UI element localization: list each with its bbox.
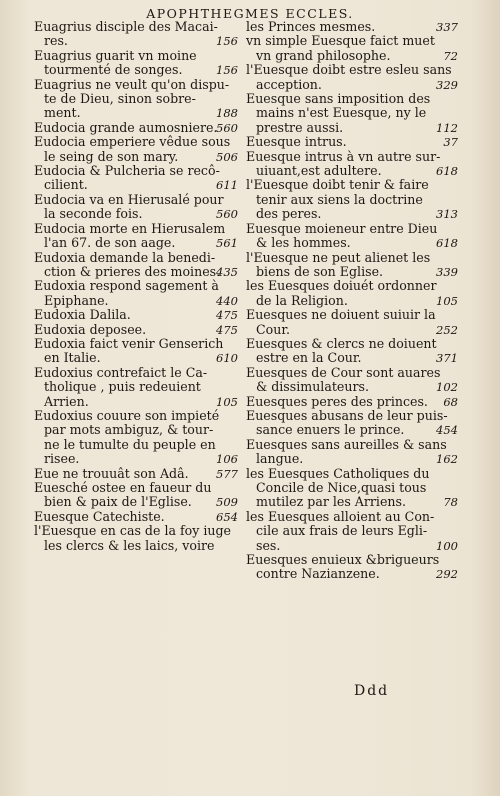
entry-line: prestre aussi. 112 xyxy=(256,119,458,135)
page-number: 252 xyxy=(436,322,458,337)
page-number: 313 xyxy=(436,207,458,222)
index-entry xyxy=(34,337,238,366)
index-entry xyxy=(34,49,238,78)
index-entry xyxy=(34,323,238,337)
entry-line: Eudocia & Pulcheria se recô- xyxy=(34,163,220,179)
page-number: 454 xyxy=(436,423,458,438)
running-header: APOPHTHEGMES ECCLES. xyxy=(146,6,354,21)
page-number: 329 xyxy=(436,77,458,92)
index-entry xyxy=(34,510,238,524)
entry-line: Euesque moieneur entre Dieu xyxy=(246,220,438,236)
page-number: 337 xyxy=(436,20,458,34)
entry-line: la seconde fois. 560 xyxy=(44,206,238,222)
entry-line: Arrien. 105 xyxy=(44,393,238,409)
entry-line: bien & paix de l'Eglise. 509 xyxy=(44,494,238,510)
page-number: 106 xyxy=(216,452,238,467)
entry-line: Euesques sans aureilles & sans xyxy=(246,436,447,452)
entry-line: des peres. 313 xyxy=(256,206,458,222)
page-number: 618 xyxy=(436,164,458,179)
entry-line: acception. 329 xyxy=(256,76,458,92)
index-entry xyxy=(34,308,238,322)
index-entry xyxy=(246,395,458,409)
index-entry xyxy=(246,553,458,582)
entry-line: l'Euesque doibt tenir & faire xyxy=(246,177,429,193)
entry-line: l'Euesque doibt estre esleu sans xyxy=(246,62,452,78)
entry-line: Eudoxia Dalila. 475 xyxy=(34,307,238,323)
entry-line: & les hommes. 618 xyxy=(256,235,458,251)
entry-line: tenir aux siens la doctrine xyxy=(256,191,423,207)
entry-line: Eudoxia faict venir Genserich xyxy=(34,335,224,351)
index-entry xyxy=(34,481,238,510)
index-entry xyxy=(34,164,238,193)
page-number: 156 xyxy=(216,34,238,49)
entry-line: cile aux frais de leurs Egli- xyxy=(256,523,428,539)
page-number: 78 xyxy=(443,495,458,510)
entry-line: Euesque intrus à vn autre sur- xyxy=(246,148,441,164)
index-entry xyxy=(246,279,458,308)
page-number: 72 xyxy=(443,48,458,63)
entry-line: vn simple Euesque faict muet xyxy=(246,33,435,49)
entry-line: le seing de son mary. 506 xyxy=(44,148,238,164)
entry-line: Euesques enuieux &brigueurs xyxy=(246,552,440,568)
page-number: 156 xyxy=(216,63,238,78)
entry-line: Eudoxius couure son impieté xyxy=(34,407,220,423)
page-number: 102 xyxy=(436,380,458,395)
entry-line: Eue ne trouuât son Adâ. 577 xyxy=(34,465,238,481)
page-number: 112 xyxy=(436,120,458,135)
entry-line: Euesque intrus. 37 xyxy=(246,134,458,150)
entry-line: risee. 106 xyxy=(44,451,238,467)
index-entry xyxy=(34,78,238,121)
index-entry xyxy=(246,34,458,63)
page-number: 509 xyxy=(216,495,238,510)
index-entry xyxy=(34,409,238,467)
page-number: 561 xyxy=(216,236,238,251)
entry-line: Euesques abusans de leur puis- xyxy=(246,407,448,423)
page-number: 162 xyxy=(436,452,458,467)
index-entry xyxy=(246,409,458,438)
index-column-left xyxy=(34,20,238,553)
index-entry xyxy=(34,251,238,280)
entry-line: contre Nazianzene. 292 xyxy=(256,566,458,582)
entry-line: Euagrius ne veult qu'on dispu- xyxy=(34,76,230,92)
entry-line: l'an 67. de son aage. 561 xyxy=(44,235,238,251)
index-entry xyxy=(246,467,458,510)
page-number: 68 xyxy=(443,394,458,409)
page-number: 105 xyxy=(436,293,458,308)
entry-line: Eudocia morte en Hierusalem xyxy=(34,220,226,236)
page-number: 611 xyxy=(216,178,238,193)
entry-line: Eudocia grande aumosniere. 560 xyxy=(34,119,238,135)
entry-line: tholique , puis redeuient xyxy=(44,379,201,395)
index-entry xyxy=(246,510,458,553)
entry-line: Eudocia va en Hierusalé pour xyxy=(34,191,224,207)
entry-line: les clercs & les laics, voire xyxy=(44,537,215,553)
entry-line: Eudocia emperiere vêdue sous xyxy=(34,134,231,150)
index-entry xyxy=(34,366,238,409)
page-number: 506 xyxy=(216,149,238,164)
index-entry xyxy=(246,366,458,395)
index-entry xyxy=(246,20,458,34)
index-entry xyxy=(246,150,458,179)
index-entry xyxy=(246,178,458,221)
page-number: 577 xyxy=(216,466,238,481)
page-number: 105 xyxy=(216,394,238,409)
page-number: 371 xyxy=(436,351,458,366)
entry-line: les Euesques Catholiques du xyxy=(246,465,430,481)
entry-line: Euesques ne doiuent suiuir la xyxy=(246,307,436,323)
page-number: 440 xyxy=(216,293,238,308)
entry-line: langue. 162 xyxy=(256,451,458,467)
entry-line: Epiphane. 440 xyxy=(44,292,238,308)
index-entry xyxy=(246,308,458,337)
entry-line: tourmenté de songes. 156 xyxy=(44,62,238,78)
index-entry xyxy=(34,467,238,481)
page-number: 618 xyxy=(436,236,458,251)
index-entry xyxy=(34,524,238,553)
entry-line: Euagrius guarit vn moine xyxy=(34,47,197,63)
index-entry xyxy=(246,251,458,280)
page-number: 475 xyxy=(216,322,238,337)
index-entry xyxy=(246,438,458,467)
index-entry xyxy=(246,63,458,92)
entry-line: Eudoxia deposee. 475 xyxy=(34,321,238,337)
entry-line: biens de son Eglise. 339 xyxy=(256,263,458,279)
page-number: 654 xyxy=(216,509,238,524)
entry-line: mains n'est Euesque, ny le xyxy=(256,105,427,121)
index-entry xyxy=(34,222,238,251)
page-number: 560 xyxy=(216,207,238,222)
index-entry xyxy=(246,222,458,251)
entry-line: l'Euesque en cas de la foy iuge xyxy=(34,523,232,539)
entry-line: Euesques de Cour sont auares xyxy=(246,364,441,380)
page-number: 560 xyxy=(216,120,238,135)
entry-line: Cour. 252 xyxy=(256,321,458,337)
entry-line: Eudoxia respond sagement à xyxy=(34,278,219,294)
index-entry xyxy=(34,135,238,164)
index-column-right xyxy=(246,20,458,582)
entry-line: vn grand philosophe. 72 xyxy=(256,47,458,63)
page-number: 339 xyxy=(436,264,458,279)
page-number: 292 xyxy=(436,567,458,582)
entry-line: Euesché ostee en faueur du xyxy=(34,480,212,495)
entry-line: te de Dieu, sinon sobre- xyxy=(44,91,196,107)
index-entry xyxy=(34,121,238,135)
entry-line: & dissimulateurs. 102 xyxy=(256,379,458,395)
entry-line: ment. 188 xyxy=(44,105,238,121)
page-number: 610 xyxy=(216,351,238,366)
entry-line: les Euesques doiuét ordonner xyxy=(246,278,437,294)
page-number: 100 xyxy=(436,538,458,553)
index-entry xyxy=(34,279,238,308)
entry-line: Euesques & clercs ne doiuent xyxy=(246,335,437,351)
entry-line: ne le tumulte du peuple en xyxy=(44,436,216,452)
entry-line: Euesque Catechiste. 654 xyxy=(34,508,238,524)
signature-mark: Ddd xyxy=(354,683,390,699)
page-number: 475 xyxy=(216,308,238,323)
entry-line: estre en la Cour. 371 xyxy=(256,350,458,366)
entry-line: en Italie. 610 xyxy=(44,350,238,366)
entry-line: par mots ambiguz, & tour- xyxy=(44,422,214,438)
entry-line: res. 156 xyxy=(44,33,238,49)
entry-line: Eudoxia demande la benedi- xyxy=(34,249,216,265)
index-entry xyxy=(246,337,458,366)
index-entry xyxy=(34,193,238,222)
entry-line: Concile de Nice,quasi tous xyxy=(256,480,427,495)
entry-line: ction & prieres des moines. 435 xyxy=(44,263,238,279)
entry-line: les Euesques alloient au Con- xyxy=(246,508,435,524)
page-number: 37 xyxy=(443,135,458,150)
entry-line: uiuant,est adultere. 618 xyxy=(256,163,458,179)
index-entry xyxy=(246,92,458,135)
page-number: 188 xyxy=(216,106,238,121)
entry-line: Eudoxius contrefaict le Ca- xyxy=(34,364,208,380)
index-entry xyxy=(246,135,458,149)
index-entry xyxy=(34,20,238,49)
entry-line: de la Religion. 105 xyxy=(256,292,458,308)
entry-line: mutilez par les Arriens. 78 xyxy=(256,494,458,510)
entry-line: Euesque sans imposition des xyxy=(246,91,431,107)
entry-line: cilient. 611 xyxy=(44,177,238,193)
entry-line: Euagrius disciple des Macai- xyxy=(34,19,218,34)
entry-line: ses. 100 xyxy=(256,537,458,553)
entry-line: l'Euesque ne peut alienet les xyxy=(246,249,431,265)
page-number: 435 xyxy=(216,264,238,279)
entry-line: Euesques peres des princes. 68 xyxy=(246,393,458,409)
entry-line: les Princes mesmes. 337 xyxy=(246,19,458,34)
entry-line: sance enuers le prince. 454 xyxy=(256,422,458,438)
